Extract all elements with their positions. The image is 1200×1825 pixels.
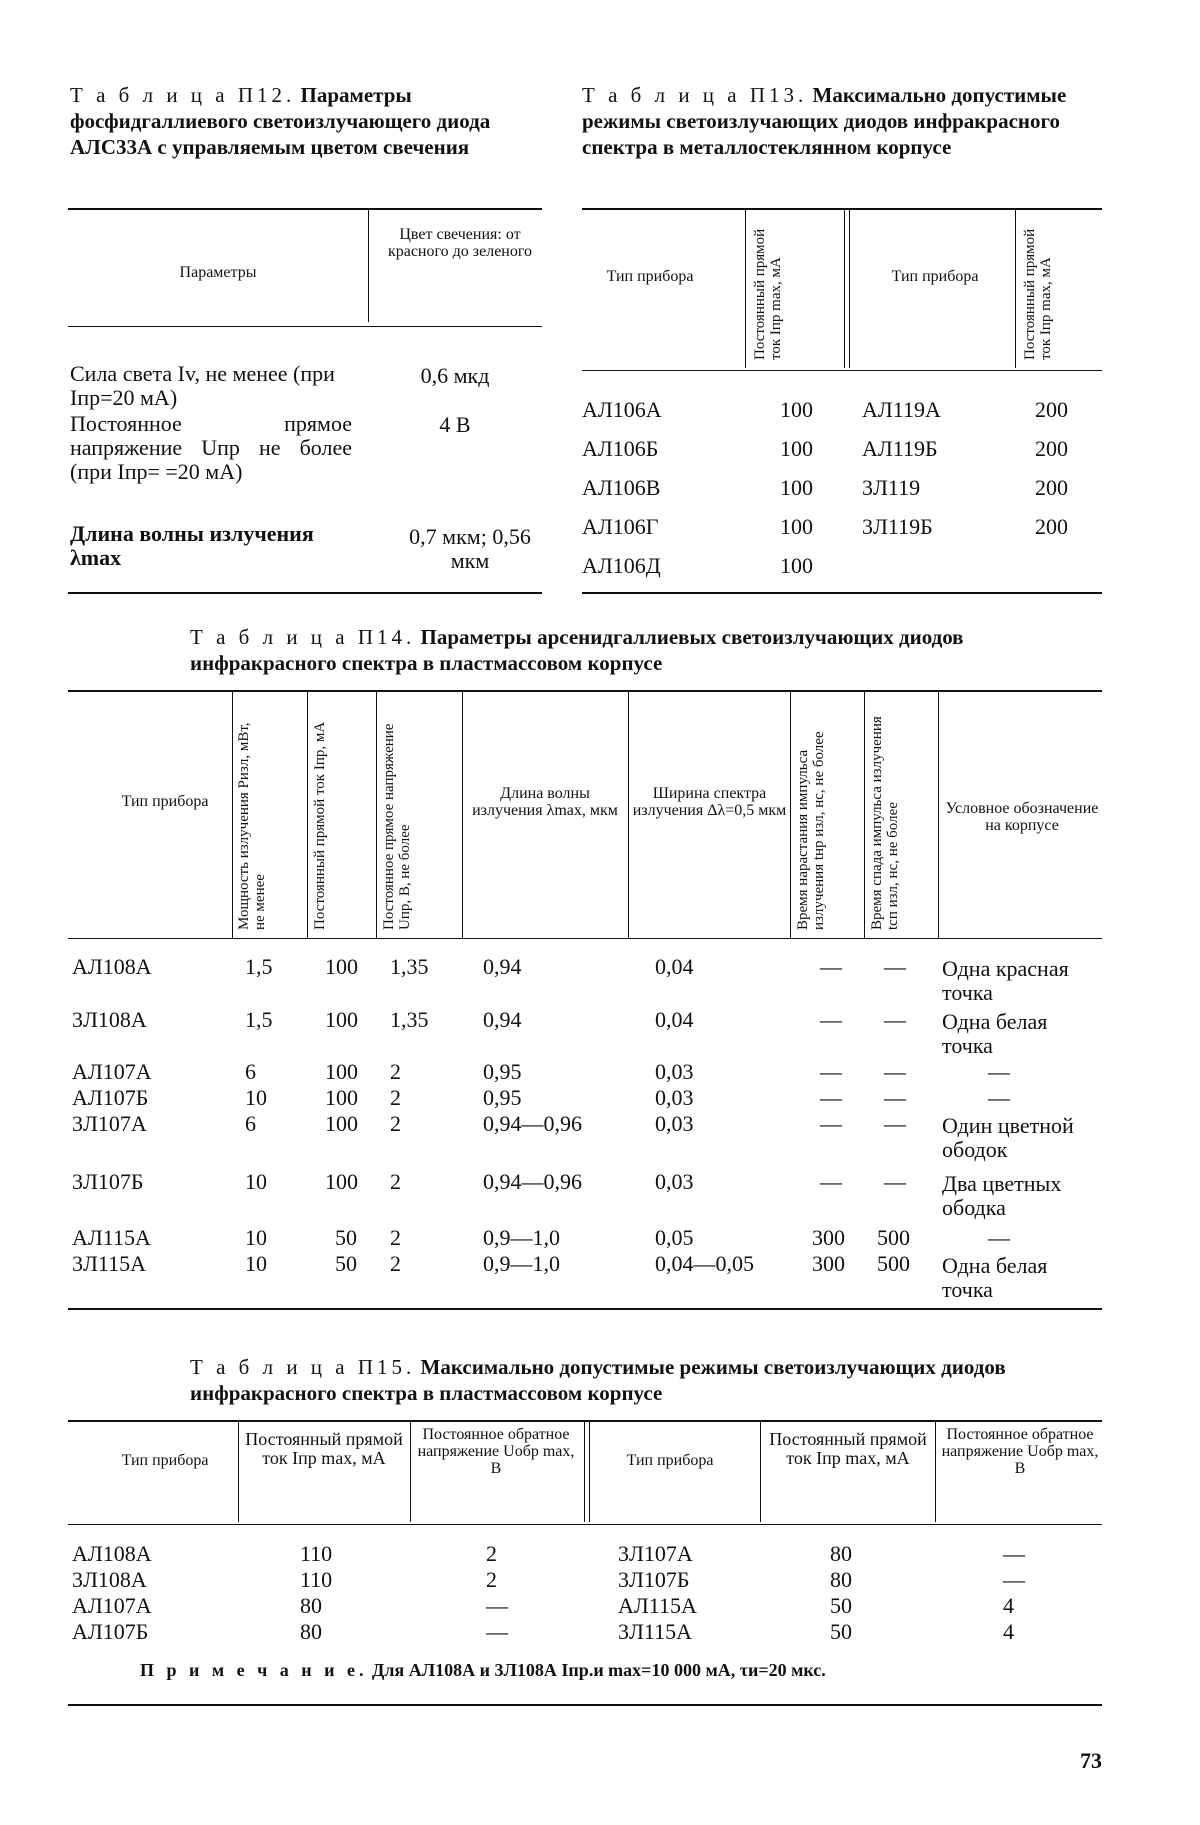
t15-top-rule: [68, 1420, 1102, 1422]
t13-cur-l4: 100: [780, 514, 813, 539]
t14-r3-type: АЛ107А: [72, 1059, 152, 1084]
t13-div-2: [844, 210, 845, 368]
t14-r2-tr: —: [820, 1007, 842, 1032]
t14-r8-p: 10: [245, 1251, 267, 1276]
t14-r6-type: 3Л107Б: [72, 1169, 144, 1194]
t13-type-r4: 3Л119Б: [862, 514, 933, 539]
t14-r4-dw: 0,03: [655, 1085, 694, 1110]
t15-r1-u: —: [1003, 1541, 1025, 1566]
t15-r4-type: 3Л115А: [618, 1619, 692, 1644]
t12-header-divider: [368, 210, 369, 322]
t13-head-rule: [582, 370, 1102, 371]
t14-h-width: Ширина спектра излучения Δλ=0,5 мкм: [632, 785, 787, 819]
t14-r8-tf: 500: [877, 1251, 910, 1276]
t15-l2-i: 110: [300, 1567, 333, 1592]
t15-r3-i: 50: [830, 1593, 852, 1618]
t15-h-type-l: Тип прибора: [121, 1452, 209, 1469]
t14-r6-w: 0,94—0,96: [483, 1169, 582, 1194]
t14-bottom-rule: [68, 1308, 1102, 1310]
t13-cur-r3: 200: [1035, 475, 1068, 500]
t14-h-type: Тип прибора: [121, 793, 209, 810]
t14-r1-tf: —: [884, 954, 906, 979]
t14-r3-i: 100: [325, 1059, 358, 1084]
t14-r2-u: 1,35: [390, 1007, 429, 1032]
t14-r3-tr: —: [820, 1059, 842, 1084]
t14-r4-mark: —: [988, 1085, 1010, 1110]
t14-caption-text: Параметры арсенидгаллиевых светоизлучающих диодов инфракрасного спектра в пластмассовом корпусе: [190, 625, 964, 675]
t15-r2-type: 3Л107Б: [618, 1567, 690, 1592]
t15-note-lead: П р и м е ч а н и е.: [140, 1660, 368, 1680]
t15-r4-u: 4: [1003, 1619, 1014, 1644]
t13-col-type-right: Тип прибора: [891, 268, 979, 285]
t14-v6: [790, 692, 791, 938]
t14-r1-u: 1,35: [390, 954, 429, 979]
t14-r8-w: 0,9—1,0: [483, 1251, 560, 1276]
t14-r7-mark: —: [988, 1225, 1010, 1250]
t14-r4-type: АЛ107Б: [72, 1085, 149, 1110]
t15-r3-u: 4: [1003, 1593, 1014, 1618]
t15-h-current-l: Постоянный прямой ток Iпр max, мА: [245, 1429, 403, 1468]
t12-param-3: Длина волны излучения λmax: [70, 521, 314, 570]
t14-r2-type: 3Л108А: [72, 1007, 147, 1032]
t14-r5-mark: Один цветной ободок: [942, 1113, 1074, 1162]
t14-h-fall: Время спада импульса излучения tсп изл, нс, не более: [869, 716, 901, 930]
t15-caption-lead: Т а б л и ц а П15.: [190, 1355, 416, 1379]
t15-head-rule: [68, 1524, 1102, 1525]
t14-r7-w: 0,9—1,0: [483, 1225, 560, 1250]
t13-cur-r1: 200: [1035, 397, 1068, 422]
t14-r6-u: 2: [390, 1169, 401, 1194]
t15-r1-type: 3Л107А: [618, 1541, 693, 1566]
t14-r2-mark: Одна белая точка: [942, 1009, 1048, 1058]
t14-r4-i: 100: [325, 1085, 358, 1110]
t13-div-1: [745, 210, 746, 368]
t14-r8-u: 2: [390, 1251, 401, 1276]
t12-param-2: Постоянное прямое напряжение Uпр не более (при Iпр= =20 мА): [70, 411, 352, 484]
t15-caption-text: Максимально допустимые режимы светоизлучающих диодов инфракрасного спектра в пластмассовом корпусе: [190, 1355, 1006, 1405]
t14-r8-mark: Одна белая точка: [942, 1253, 1048, 1302]
t14-h-power: Мощность излучения Pизл, мВт, не менее: [236, 722, 268, 930]
t14-caption: [190, 624, 1070, 676]
t15-l1-type: АЛ108А: [72, 1541, 152, 1566]
t14-head-rule: [68, 938, 1102, 939]
t15-l4-type: АЛ107Б: [72, 1619, 149, 1644]
t14-r1-dw: 0,04: [655, 954, 694, 979]
t14-h-wave: Длина волны излучения λmax, мкм: [472, 785, 618, 819]
t14-v2: [307, 692, 308, 938]
t13-bottom-rule: [582, 592, 1102, 594]
t13-type-l4: АЛ106Г: [582, 514, 659, 539]
t13-col-type-left: Тип прибора: [606, 268, 694, 285]
t14-r2-dw: 0,04: [655, 1007, 694, 1032]
t14-r6-p: 10: [245, 1169, 267, 1194]
t14-r7-p: 10: [245, 1225, 267, 1250]
t14-r1-mark: Одна красная точка: [942, 956, 1069, 1005]
t14-r8-tr: 300: [812, 1251, 845, 1276]
t15-v4: [760, 1422, 761, 1522]
t14-r5-tr: —: [820, 1111, 842, 1136]
t15-l3-type: АЛ107А: [72, 1593, 152, 1618]
t14-r5-i: 100: [325, 1111, 358, 1136]
t13-cur-r4: 200: [1035, 514, 1068, 539]
t15-v3b: [589, 1422, 590, 1522]
t15-l4-i: 80: [300, 1619, 322, 1644]
t15-l1-u: 2: [486, 1541, 497, 1566]
t13-cur-l5: 100: [780, 553, 813, 578]
t14-r4-tf: —: [884, 1085, 906, 1110]
t13-cur-r2: 200: [1035, 436, 1068, 461]
t14-r7-u: 2: [390, 1225, 401, 1250]
t15-h-reverse-r: Постоянное обратное напряжение Uобр max, В: [941, 1426, 1099, 1477]
t14-r2-p: 1,5: [245, 1007, 273, 1032]
t13-type-l5: АЛ106Д: [582, 553, 661, 578]
t15-l3-u: —: [486, 1593, 508, 1618]
t14-v5: [628, 692, 629, 938]
t15-caption: [190, 1354, 1102, 1406]
t12-bottom-rule: [68, 592, 542, 594]
t15-v3: [584, 1422, 585, 1522]
t14-h-rise: Время нарастания импульса излучения tнр изл, нс, не более: [795, 731, 827, 930]
t13-cur-l1: 100: [780, 397, 813, 422]
page-number: 73: [1080, 1748, 1102, 1773]
t15-l4-u: —: [486, 1619, 508, 1644]
t14-r7-tf: 500: [877, 1225, 910, 1250]
t14-r8-type: 3Л115А: [72, 1251, 146, 1276]
t14-r2-tf: —: [884, 1007, 906, 1032]
t14-r4-tr: —: [820, 1085, 842, 1110]
t14-r5-dw: 0,03: [655, 1111, 694, 1136]
t14-r5-tf: —: [884, 1111, 906, 1136]
t13-caption: [582, 82, 1102, 160]
t14-r6-mark: Два цветных ободка: [942, 1171, 1062, 1220]
t13-type-l3: АЛ106В: [582, 475, 661, 500]
t13-type-r3: 3Л119: [862, 475, 921, 500]
t15-h-type-r: Тип прибора: [626, 1452, 714, 1469]
t15-l3-i: 80: [300, 1593, 322, 1618]
t14-top-rule: [68, 690, 1102, 692]
t14-r7-i: 50: [335, 1225, 357, 1250]
t14-caption-lead: Т а б л и ц а П14.: [190, 625, 416, 649]
t14-r1-tr: —: [820, 954, 842, 979]
t12-value-3: 0,7 мкм; 0,56 мкм: [409, 524, 531, 573]
t14-h-current: Постоянный прямой ток Iпр, мА: [312, 721, 328, 930]
t13-col-current-left: Постоянный прямой ток Iпр max, мА: [752, 228, 784, 360]
t14-r1-w: 0,94: [483, 954, 522, 979]
t14-v3: [376, 692, 377, 938]
t15-r2-u: —: [1003, 1567, 1025, 1592]
t14-r2-w: 0,94: [483, 1007, 522, 1032]
t15-h-current-r: Постоянный прямой ток Iпр max, мА: [769, 1429, 927, 1468]
t13-type-r2: АЛ119Б: [862, 436, 938, 461]
t14-r4-w: 0,95: [483, 1085, 522, 1110]
t14-r3-p: 6: [245, 1059, 256, 1084]
t12-head-rule: [68, 326, 542, 327]
t14-r3-tf: —: [884, 1059, 906, 1084]
t12-top-rule: [68, 208, 542, 210]
t15-note: [140, 1660, 1100, 1681]
t14-r7-dw: 0,05: [655, 1225, 694, 1250]
t12-value-2: 4 В: [439, 412, 471, 437]
t14-r3-mark: —: [988, 1059, 1010, 1084]
t15-v5: [935, 1422, 936, 1522]
t13-caption-text: Максимально допустимые режимы светоизлучающих диодов инфракрасного спектра в металлостеклянном корпусе: [582, 83, 1067, 159]
t13-col-current-right: Постоянный прямой ток Iпр max, мА: [1022, 228, 1054, 360]
t15-note-text: Для АЛ108А и 3Л108А Iпр.и max=10 000 мА, τи=20 мкс.: [372, 1660, 826, 1680]
t14-r8-dw: 0,04—0,05: [655, 1251, 754, 1276]
t14-v7: [864, 692, 865, 938]
t14-r5-u: 2: [390, 1111, 401, 1136]
t14-h-mark: Условное обозначение на корпусе: [945, 800, 1099, 834]
t14-r2-i: 100: [325, 1007, 358, 1032]
t15-r4-i: 50: [830, 1619, 852, 1644]
t14-r8-i: 50: [335, 1251, 357, 1276]
t15-l1-i: 110: [300, 1541, 333, 1566]
t15-l2-type: 3Л108А: [72, 1567, 147, 1592]
t12-caption: [70, 82, 542, 160]
t14-r5-p: 6: [245, 1111, 256, 1136]
t14-r6-dw: 0,03: [655, 1169, 694, 1194]
t14-v8: [938, 692, 939, 938]
t14-r6-tf: —: [884, 1169, 906, 1194]
t14-r5-w: 0,94—0,96: [483, 1111, 582, 1136]
t14-r3-dw: 0,03: [655, 1059, 694, 1084]
t14-r7-type: АЛ115А: [72, 1225, 151, 1250]
t14-r3-w: 0,95: [483, 1059, 522, 1084]
t12-value-1: 0,6 мкд: [420, 363, 490, 388]
t14-r3-u: 2: [390, 1059, 401, 1084]
t15-bottom-rule: [68, 1704, 1102, 1706]
t13-type-l1: АЛ106А: [582, 397, 662, 422]
t15-h-reverse-l: Постоянное обратное напряжение Uобр max, В: [417, 1426, 575, 1477]
t12-caption-text: Параметры фосфидгаллиевого светоизлучающего диода АЛС33А с управляемым цветом свечения: [70, 83, 491, 159]
t14-r1-p: 1,5: [245, 954, 273, 979]
t14-r1-i: 100: [325, 954, 358, 979]
t14-r6-tr: —: [820, 1169, 842, 1194]
t14-h-voltage: Постоянное прямое напряжение Uпр, В, не более: [381, 723, 413, 930]
t12-col-color: Цвет свечения: от красного до зеленого: [387, 226, 533, 260]
t15-r2-i: 80: [830, 1567, 852, 1592]
t13-div-3: [1015, 210, 1016, 368]
t12-param-1: Сила света Iv, не менее (при Iпр=20 мА): [70, 361, 335, 410]
t13-div-2b: [849, 210, 850, 368]
t14-v1: [232, 692, 233, 938]
t13-cur-l2: 100: [780, 436, 813, 461]
t14-r4-u: 2: [390, 1085, 401, 1110]
t13-cur-l3: 100: [780, 475, 813, 500]
t15-v2: [410, 1422, 411, 1522]
t13-type-l2: АЛ106Б: [582, 436, 659, 461]
t14-r5-type: 3Л107А: [72, 1111, 147, 1136]
t14-r7-tr: 300: [812, 1225, 845, 1250]
t12-col-params: Параметры: [179, 264, 257, 281]
t14-r1-type: АЛ108А: [72, 954, 152, 979]
t15-v1: [238, 1422, 239, 1522]
t13-caption-lead: Т а б л и ц а П13.: [582, 83, 808, 107]
t15-r1-i: 80: [830, 1541, 852, 1566]
t14-r6-i: 100: [325, 1169, 358, 1194]
t13-type-r1: АЛ119А: [862, 397, 941, 422]
t15-l2-u: 2: [486, 1567, 497, 1592]
t15-r3-type: АЛ115А: [618, 1593, 697, 1618]
t14-r4-p: 10: [245, 1085, 267, 1110]
t14-v4: [462, 692, 463, 938]
t12-caption-lead: Т а б л и ц а П12.: [70, 83, 296, 107]
